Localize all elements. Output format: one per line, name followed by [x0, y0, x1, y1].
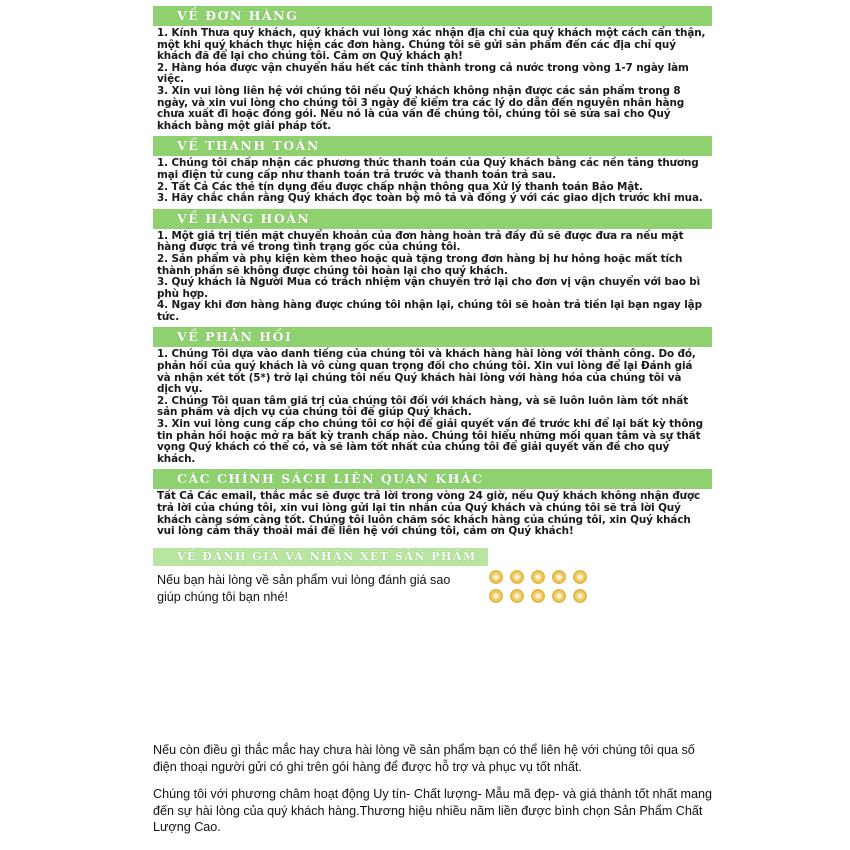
section-body-returns: 1. Một giá trị tiền mặt chuyển khoản của đơn hàng hoàn trả đầy đủ sẽ được đưa ra nếu mặt hàng được trả về trong tình trạng gốc của chúng tôi. 2. Sản phẩm và phụ kiện kèm theo hoặc quà tặng trong đơn hàng bị hư hỏng hoặc mất tích thành phần sẽ không được chúng tôi hoàn lại cho quý khách. 3. Quý khách là Người Mua có trách nhiệm vận chuyển trở lại cho đơn vị vận chuyển với bao bì phù hợp. 4. Ngay khi đơn hàng hàng được chúng tôi nhận lại, chúng tôi sẽ hoàn trả tiền lại bạn ngay lập tức.: [157, 229, 702, 323]
footer-contact-text: Nếu còn điều gì thắc mắc hay chưa hài lòng về sản phẩm bạn có thể liên hệ với chúng tôi qua số điện thoại người gửi có ghi trên gói hàng để được hỗ trợ và phục vụ tốt nhất.: [153, 743, 695, 774]
policy-panel: [153, 6, 712, 628]
star-icon[interactable]: [552, 570, 566, 584]
section-body-feedback: 1. Chúng Tôi dựa vào danh tiếng của chúng tôi và khách hàng hài lòng với thành công. Do đó, phản hồi của quý khách là vô cùng quan trọng đối cho chúng tôi. Xin vui lòng để lại Đánh giá và nhận xét tốt (5*) trở lại chúng tôi nếu Quý khách hài lòng với hàng hóa của chúng tôi và dịch vụ. 2. Chúng Tôi quan tâm giá trị của chúng tôi đối với khách hàng, và sẽ luôn luôn làm tốt nhất sản phẩm và dịch vụ của chúng tôi để giúp Quý khách. 3. Xin vui lòng cung cấp cho chúng tôi cơ hội để giải quyết vấn đề trước khi để lại bất kỳ thông tin phản hồi hoặc mở ra bất kỳ tranh chấp nào. Chúng tôi hiểu những mối quan tâm và sự thất vọng Quý khách có thể có, và sẽ làm tốt nhất của chúng tôi để giải quyết vấn đề cho quý khách.: [157, 348, 704, 465]
section-returns: [153, 209, 712, 328]
section-heading-rating: VỀ ĐÁNH GIÁ VÀ NHẬN XÉT SẢN PHẨM: [153, 548, 488, 566]
star-icon[interactable]: [510, 589, 524, 603]
rating-prompt: Nếu bạn hài lòng về sản phẩm vui lòng đánh giá sao giúp chúng tôi bạn nhé!: [157, 572, 451, 604]
star-icon[interactable]: [531, 589, 545, 603]
section-heading-feedback: VỀ PHẢN HỒI: [153, 327, 712, 347]
section-order: [153, 6, 712, 136]
section-heading-other-policies: CÁC CHÍNH SÁCH LIÊN QUAN KHÁC: [153, 469, 712, 489]
section-rating: [153, 548, 712, 628]
rating-stars: [489, 570, 590, 603]
section-heading-returns: VỀ HÀNG HOÀN: [153, 209, 712, 229]
section-feedback: [153, 327, 712, 469]
section-body-other-policies: Tất Cả Các email, thắc mắc sẽ được trả lời trong vòng 24 giờ, nếu Quý khách không nhận được trả lời của chúng tôi, xin vui lòng gửi lại tin nhắn của Quý khách và chúng tôi sẽ trả lời Quý khách càng sớm càng tốt. Chúng tôi luôn chăm sóc khách hàng của chúng tôi, xin Quý khách vui lòng cảm thấy thoải mái để liên hệ với chúng tôi, cảm ơn Quý khách!: [157, 490, 701, 538]
star-icon[interactable]: [489, 570, 503, 584]
star-icon[interactable]: [573, 589, 587, 603]
star-icon[interactable]: [531, 570, 545, 584]
star-icon[interactable]: [510, 570, 524, 584]
section-heading-order: VỀ ĐƠN HÀNG: [153, 6, 712, 26]
star-icon[interactable]: [489, 589, 503, 603]
footer-motto-text: Chúng tôi với phương châm hoạt động Uy tín- Chất lượng- Mẫu mã đẹp- và giá thành tốt nhất mang đến sự hài lòng của quý khách hàng.Thương hiệu nhiều năm liền được bình chọn Sản Phẩm Chất Lượng Cao.: [153, 787, 712, 834]
star-icon[interactable]: [573, 570, 587, 584]
rating-row: [153, 566, 712, 628]
section-payment: [153, 136, 712, 208]
section-heading-payment: VỀ THANH TOÁN: [153, 136, 712, 156]
section-body-payment: 1. Chúng tôi chấp nhận các phương thức thanh toán của Quý khách bằng các nền tảng thương mại điện tử cung cấp như thanh toán trả trước và thanh toán trả sau. 2. Tất Cả Các thẻ tín dụng đều được chấp nhận thông qua Xử lý thanh toán Bảo Mật. 3. Hãy chắc chắn rằng Quý khách đọc toàn bộ mô tả và đồng ý với các giao dịch trước khi mua.: [157, 157, 703, 205]
section-other-policies: [153, 469, 712, 541]
star-icon[interactable]: [552, 589, 566, 603]
section-body-order: 1. Kính Thưa quý khách, quý khách vui lòng xác nhận địa chỉ của quý khách một cách cẩn thận, một khi quý khách thực hiện các đơn hàng. Chúng tôi sẽ gửi sản phẩm đến các địa chỉ quý khách đã để lại cho chúng tôi. Cảm ơn Quý khách ạh! 2. Hàng hóa được vận chuyển hầu hết các tỉnh thành trong cả nước trong vòng 1-7 ngày làm việc. 3. Xin vui lòng liên hệ với chúng tôi nếu Quý khách không nhận được các sản phẩm trong 8 ngày, và xin vui lòng cho chúng tôi 3 ngày để kiểm tra các lý do dẫn đến nguyên nhân hàng chưa xuất đi hoặc đóng gói. Nếu nó là của vấn đề chúng tôi, chúng tôi sẽ sửa sai cho Quý khách bằng một giải pháp tốt.: [157, 27, 706, 132]
